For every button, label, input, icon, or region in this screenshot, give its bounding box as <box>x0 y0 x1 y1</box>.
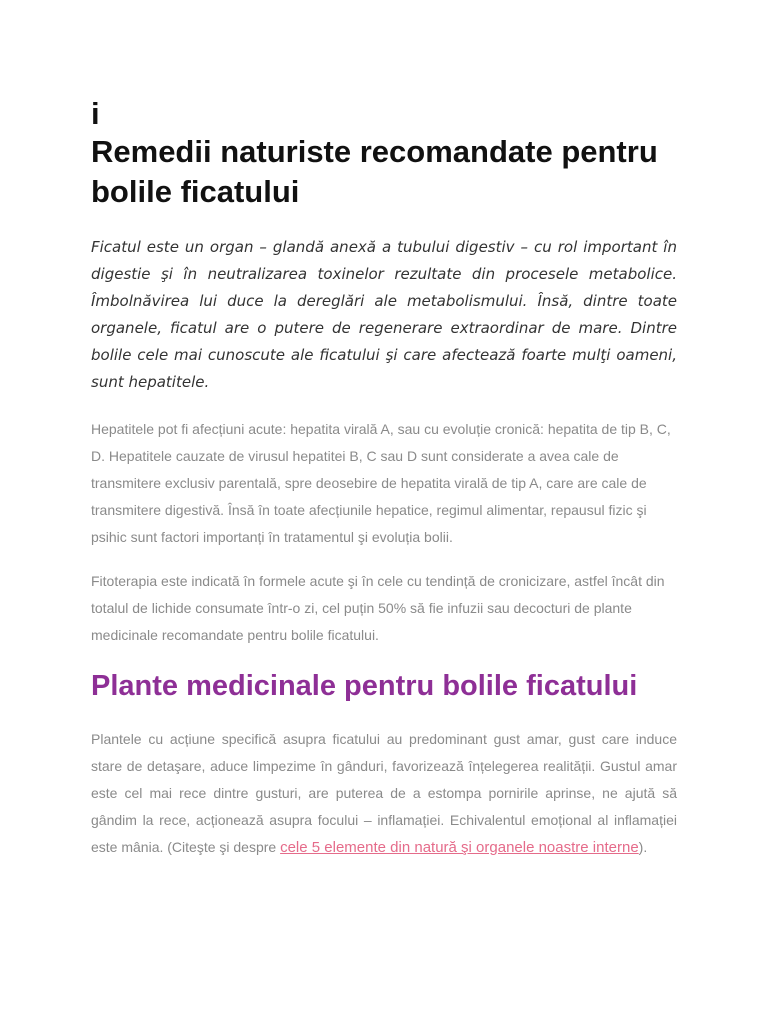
plante-paragraph-text: Plantele cu acțiune specifică asupra ficatului au predominant gust amar, gust care induce stare de detaşare, aduce limpezime în gânduri, favorizează înțelegerea realității. Gustul amar este cel mai rece dintre gusturi, are puterea de a estompa pornirile aprinse, ne ajută să gândim la rece, acționează asupra focului – inflamației. Echivalentul emoțional al inflamației este mânia. (Citeşte şi despre <box>91 731 677 855</box>
article-title: Remedii naturiste recomandate pentru bolile ficatului <box>91 134 658 209</box>
intro-paragraph: Ficatul este un organ – glandă anexă a tubului digestiv – cu rol important în digestie şi în neutralizarea toxinelor rezultate din procesele metabolice. Îmbolnăvirea lui duce la dereglări ale metabolismului. Însă, dintre toate organele, ficatul are o putere de regenerare extraordinar de mare. Dintre bolile cele mai cunoscute ale ficatului şi care afectează foarte mulţi oameni, sunt hepatitele. <box>91 238 677 391</box>
section-heading: Plante medicinale pentru bolile ficatului <box>91 670 638 702</box>
article <box>91 96 677 878</box>
hepatite-paragraph: Hepatitele pot fi afecțiuni acute: hepatita virală A, sau cu evoluție cronică: hepatita de tip B, C, D. Hepatitele cauzate de virusul hepatitei B, C sau D sunt considerate a avea cale de transmitere exclusiv parentală, spre deosebire de hepatita virală de tip A, care are cale de transmitere digestivă. Însă în toate afecțiunile hepatice, regimul alimentar, repausul fizic şi psihic sunt factori importanți în tratamentul şi evoluția bolii. <box>91 421 671 545</box>
plante-paragraph-end: ). <box>638 839 648 855</box>
elements-organs-link[interactable]: cele 5 elemente din natură şi organele noastre interne <box>280 839 639 856</box>
plante-paragraph <box>91 726 677 861</box>
fitoterapia-paragraph: Fitoterapia este indicată în formele acute şi în cele cu tendință de cronicizare, astfel încât din totalul de lichide consumate într-o zi, cel puțin 50% să fie infuzii sau decocturi de plante medicinale recomandate pentru bolile ficatului. <box>91 573 665 643</box>
stray-letter: i <box>91 96 100 131</box>
